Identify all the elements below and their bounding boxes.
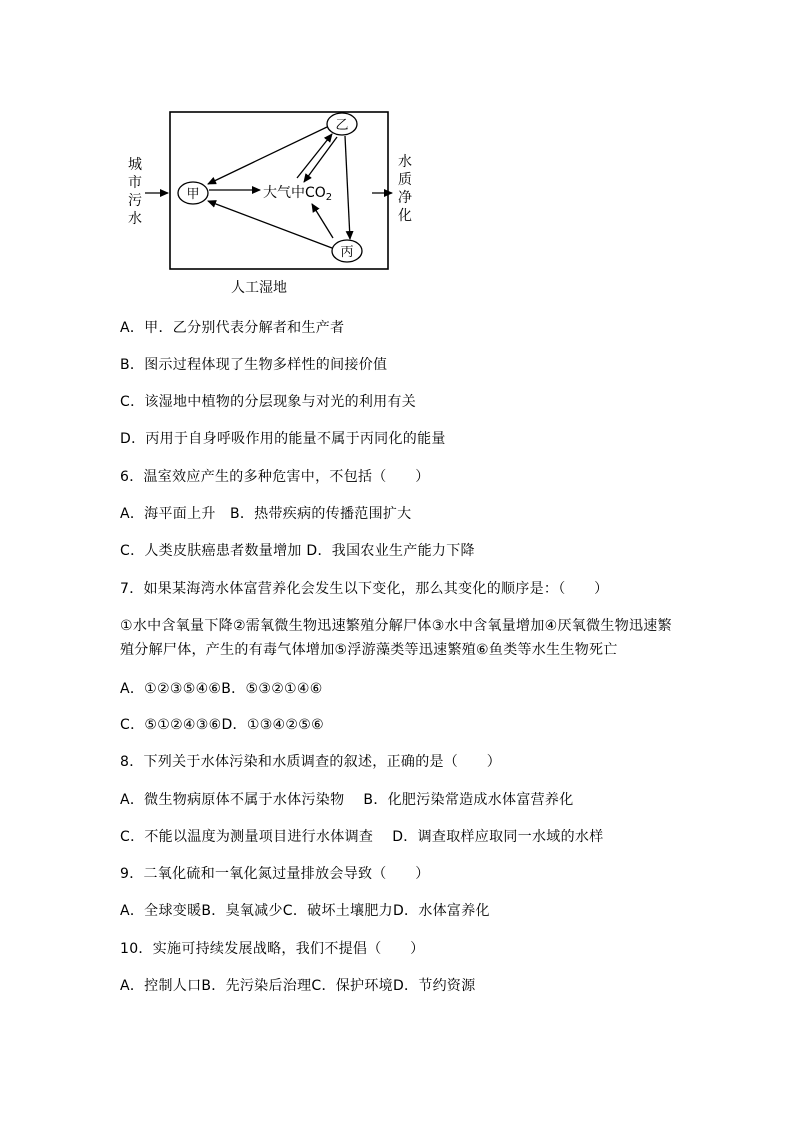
q5-option-a: A．甲．乙分别代表分解者和生产者 [120, 320, 345, 336]
q6-options-cd: C．人类皮肤癌患者数量增加 D．我国农业生产能力下降 [120, 543, 475, 559]
sewage-label-char: 污 [128, 193, 142, 209]
q7-options-cd: C．⑤①②④③⑥D．①③④②⑤⑥ [120, 717, 324, 733]
purify-label-char: 净 [398, 190, 412, 206]
q5-option-d: D．丙用于自身呼吸作用的能量不属于丙同化的能量 [120, 431, 446, 447]
q7-options-ab: A．①②③⑤④⑥B．⑤③②①④⑥ [120, 681, 323, 697]
q10-options: A．控制人口B．先污染后治理C．保护环境D．节约资源 [120, 978, 476, 994]
node-bing-label: 丙 [340, 245, 354, 260]
co2-label [263, 184, 332, 203]
q8-options-ab: A．微生物病原体不属于水体污染物 B．化肥污染常造成水体富营养化 [120, 792, 574, 808]
node-yi-label: 乙 [335, 118, 349, 133]
q9-options: A．全球变暖B．臭氧减少C．破坏土壤肥力D．水体富养化 [120, 903, 490, 919]
q5-option-c: C．该湿地中植物的分层现象与对光的利用有关 [120, 394, 417, 410]
q6-stem: 6．温室效应产生的多种危害中，不包括（ ） [120, 469, 430, 485]
q9-stem: 9．二氧化硫和一氧化氮过量排放会导致（ ） [120, 866, 430, 882]
q7-stem: 7．如果某海湾水体富营养化会发生以下变化，那么其变化的顺序是：（ ） [120, 581, 609, 597]
q8-options-cd: C．不能以温度为测量项目进行水体调查 D．调查取样应取同一水域的水样 [120, 829, 604, 845]
q8-stem: 8．下列关于水体污染和水质调查的叙述，正确的是（ ） [120, 754, 502, 770]
purify-label-char: 质 [398, 172, 412, 188]
sewage-label-char: 城 [128, 157, 142, 173]
sewage-label-char: 市 [128, 175, 142, 191]
purify-label-char: 水 [398, 154, 412, 170]
diagram-caption: 人工湿地 [231, 280, 287, 296]
arrow-bing-to-co2 [312, 204, 333, 238]
arrow-yi-to-co2 [304, 137, 337, 182]
node-jia-label: 甲 [186, 187, 200, 202]
q5-option-b: B．图示过程体现了生物多样性的间接价值 [120, 357, 388, 373]
q7-detail: ①水中含氧量下降②需氧微生物迅速繁殖分解尸体③水中含氧量增加④厌氧微生物迅速繁殖分解尸体，产生的有毒气体增加⑤浮游藻类等迅速繁殖⑥鱼类等水生生物死亡 [120, 618, 672, 658]
wetland-diagram [110, 100, 430, 300]
arrow-yi-to-bing [345, 136, 350, 239]
arrow-bing-to-jia [208, 201, 332, 248]
q10-stem: 10．实施可持续发展战略，我们不提倡（ ） [120, 941, 425, 957]
q6-options-ab: A．海平面上升 B．热带疾病的传播范围扩大 [120, 506, 412, 522]
arrow-co2-to-yi [297, 134, 332, 178]
purify-label-char: 化 [398, 208, 412, 224]
co2-subscript: 2 [325, 192, 333, 203]
sewage-label-char: 水 [128, 211, 142, 227]
co2-prefix: 大气中CO [263, 185, 326, 201]
